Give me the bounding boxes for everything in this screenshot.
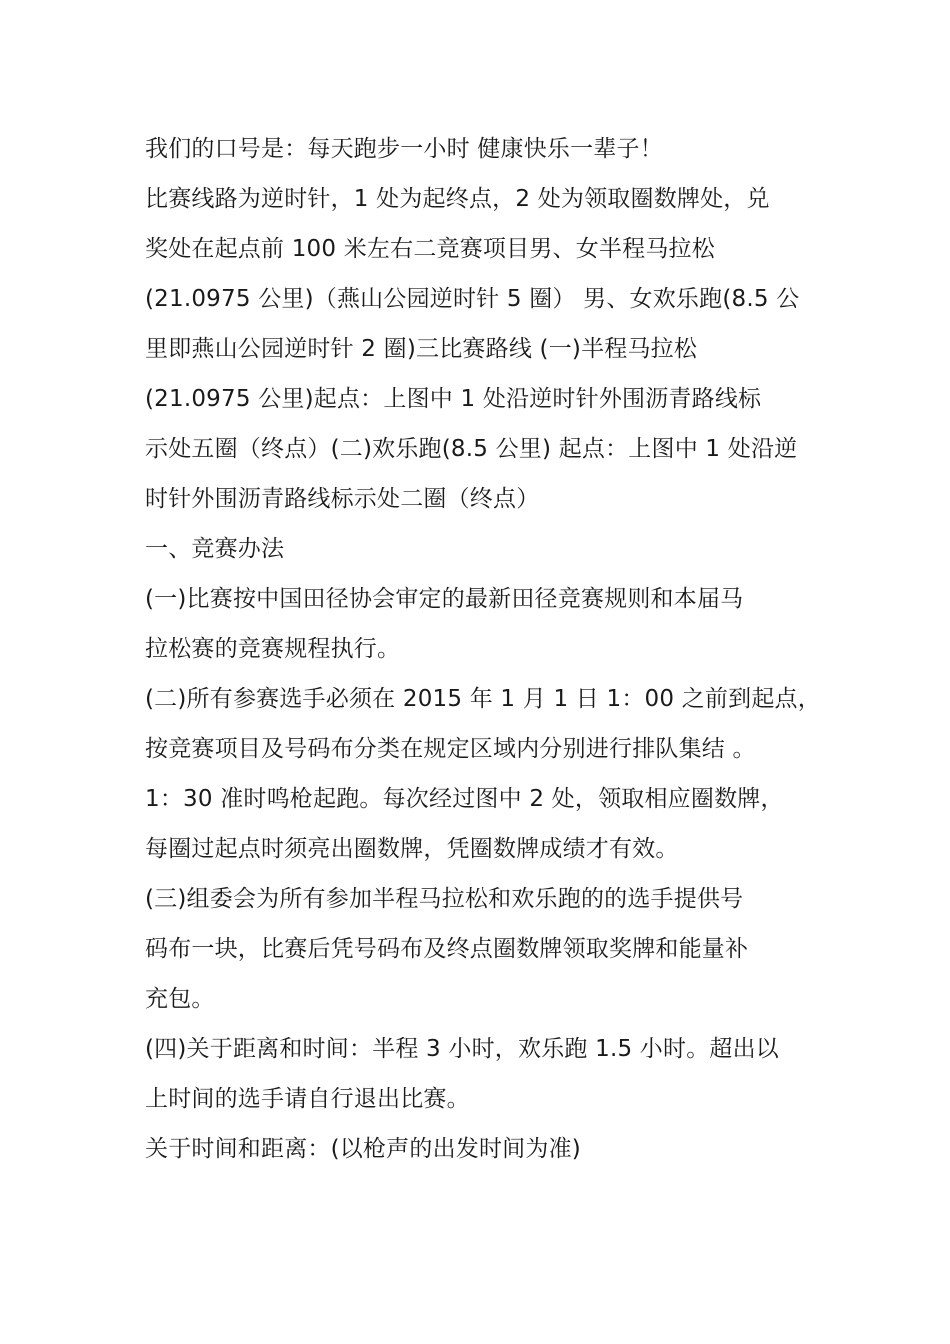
text-line: (21.0975 公里)（燕山公园逆时针 5 圈） 男、女欢乐跑(8.5 公: [145, 286, 800, 312]
text-line: 码布一块，比赛后凭号码布及终点圈数牌领取奖牌和能量补: [145, 936, 749, 962]
text-line: 上时间的选手请自行退出比赛。: [145, 1086, 470, 1112]
text-line: (二)所有参赛选手必须在 2015 年 1 月 1 日 1：00 之前到起点，: [145, 686, 821, 712]
text-line: (三)组委会为所有参加半程马拉松和欢乐跑的的选手提供号: [145, 886, 744, 912]
text-line: 时针外围沥青路线标示处二圈（终点）: [145, 486, 540, 512]
text-line: 奖处在起点前 100 米左右二竞赛项目男、女半程马拉松: [145, 236, 715, 262]
text-line: (一)比赛按中国田径协会审定的最新田径竞赛规则和本届马: [145, 586, 744, 612]
text-line: 1：30 准时鸣枪起跑。每次经过图中 2 处，领取相应圈数牌，: [145, 786, 784, 812]
section-heading: 一、竞赛办法: [145, 536, 285, 562]
text-line: 按竞赛项目及号码布分类在规定区域内分别进行排队集结 。: [145, 736, 756, 762]
text-line: 关于时间和距离：(以枪声的出发时间为准): [145, 1136, 581, 1162]
text-line: 我们的口号是：每天跑步一小时 健康快乐一辈子！: [145, 136, 663, 162]
text-line: 示处五圈（终点）(二)欢乐跑(8.5 公里) 起点：上图中 1 处沿逆: [145, 436, 798, 462]
text-line: 比赛线路为逆时针，1 处为起终点，2 处为领取圈数牌处，兑: [145, 186, 770, 212]
text-line: 充包。: [145, 986, 215, 1012]
text-line: (四)关于距离和时间：半程 3 小时，欢乐跑 1.5 小时。超出以: [145, 1036, 780, 1062]
text-line: 拉松赛的竞赛规程执行。: [145, 636, 401, 662]
document-body: [145, 124, 845, 1174]
text-line: (21.0975 公里)起点：上图中 1 处沿逆时针外围沥青路线标: [145, 386, 762, 412]
text-line: 里即燕山公园逆时针 2 圈)三比赛路线 (一)半程马拉松: [145, 336, 698, 362]
text-line: 每圈过起点时须亮出圈数牌，凭圈数牌成绩才有效。: [145, 836, 679, 862]
